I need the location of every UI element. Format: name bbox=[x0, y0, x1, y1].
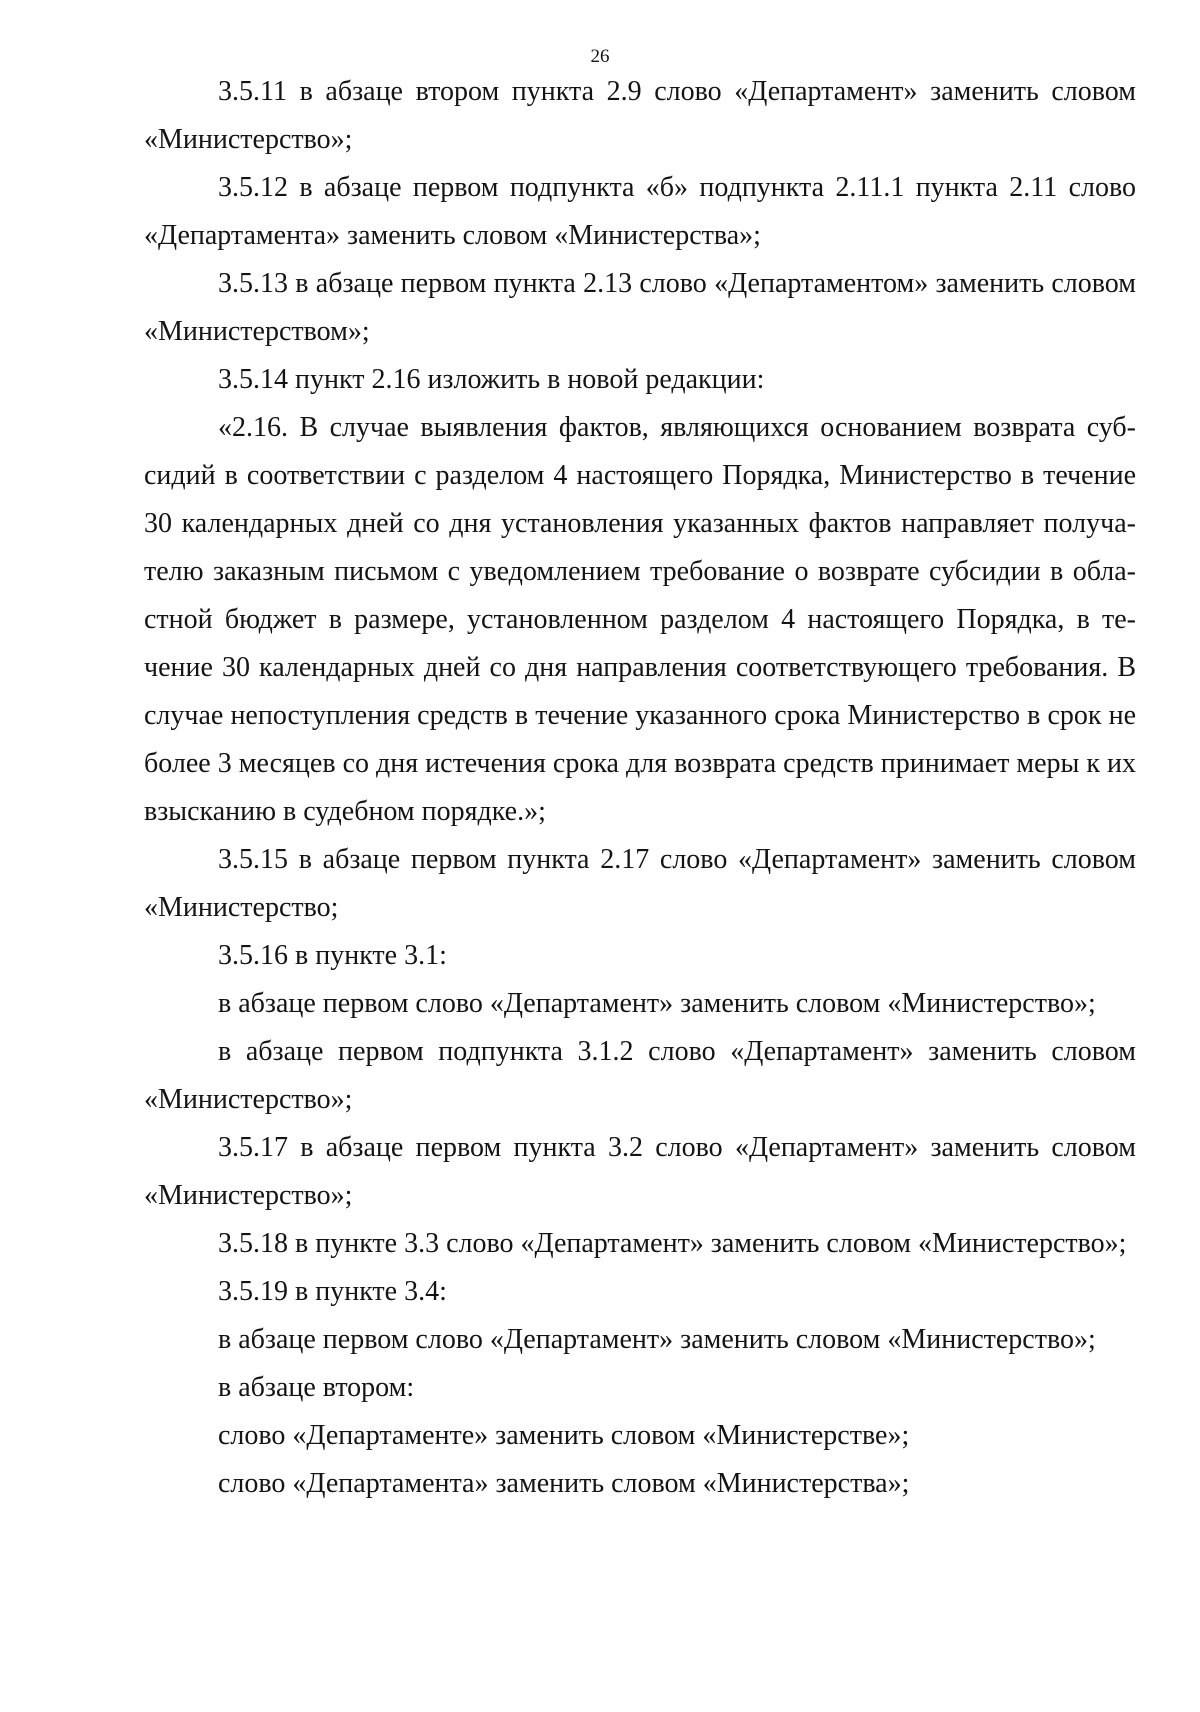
document-body bbox=[144, 68, 1136, 1508]
paragraph-3-5-12: 3.5.12 в абзаце первом подпункта «б» подпункта 2.11.1 пункта 2.11 слово «Департамента» заменить словом «Министерства»; bbox=[144, 172, 1136, 251]
paragraph-3-5-16-second: в абзаце первом подпункта 3.1.2 слово «Департамент» заменить словом «Министерство»; bbox=[144, 1036, 1136, 1115]
paragraph-3-5-19: 3.5.19 в пункте 3.4: bbox=[218, 1276, 447, 1307]
paragraph-3-5-18: 3.5.18 в пункте 3.3 слово «Департамент» заменить словом «Министерство»; bbox=[218, 1228, 1127, 1259]
paragraph-3-5-11: 3.5.11 в абзаце втором пункта 2.9 слово «Департамент» заменить словом «Министерство»; bbox=[144, 76, 1136, 155]
paragraph-3-5-14: 3.5.14 пункт 2.16 изложить в новой редакции: bbox=[218, 364, 765, 395]
paragraph-3-5-15: 3.5.15 в абзаце первом пункта 2.17 слово «Департамент» заменить словом «Министерство; bbox=[144, 844, 1136, 923]
paragraph-3-5-19-item-1: слово «Департаменте» заменить словом «Министерстве»; bbox=[218, 1420, 910, 1451]
paragraph-3-5-19-second: в абзаце втором: bbox=[218, 1372, 415, 1403]
paragraph-3-5-19-item-2: слово «Департамента» заменить словом «Министерства»; bbox=[218, 1468, 910, 1499]
page-number: 26 bbox=[590, 46, 610, 67]
paragraph-3-5-19-first: в абзаце первом слово «Департамент» заменить словом «Министерство»; bbox=[218, 1324, 1096, 1355]
paragraph-3-5-16-first: в абзаце первом слово «Департамент» заменить словом «Министерство»; bbox=[218, 988, 1096, 1019]
paragraph-3-5-16: 3.5.16 в пункте 3.1: bbox=[218, 940, 447, 971]
paragraph-quoted-2-16: «2.16. В случае выявления фактов, являющихся основанием возврата субсидий в соответствии с разделом 4 настоящего Порядка, Министерство в течение 30 календарных дней со дня установления указанных фактов направляет получателю заказным письмом с уведомлением требование о возврате субсидии в областной бюджет в размере, установленном разделом 4 настоящего Порядка, в течение 30 календарных дней со дня направления соответствующего требования. В случае непоступления средств в течение указанного срока Министерство в срок не более 3 месяцев со дня истечения срока для возврата средств принимает меры к их взысканию в судебном порядке.»; bbox=[144, 412, 1136, 827]
paragraph-3-5-13: 3.5.13 в абзаце первом пункта 2.13 слово «Департаментом» заменить словом «Министерством»; bbox=[144, 268, 1136, 347]
paragraph-3-5-17: 3.5.17 в абзаце первом пункта 3.2 слово «Департамент» заменить словом «Министерство»; bbox=[144, 1132, 1136, 1211]
